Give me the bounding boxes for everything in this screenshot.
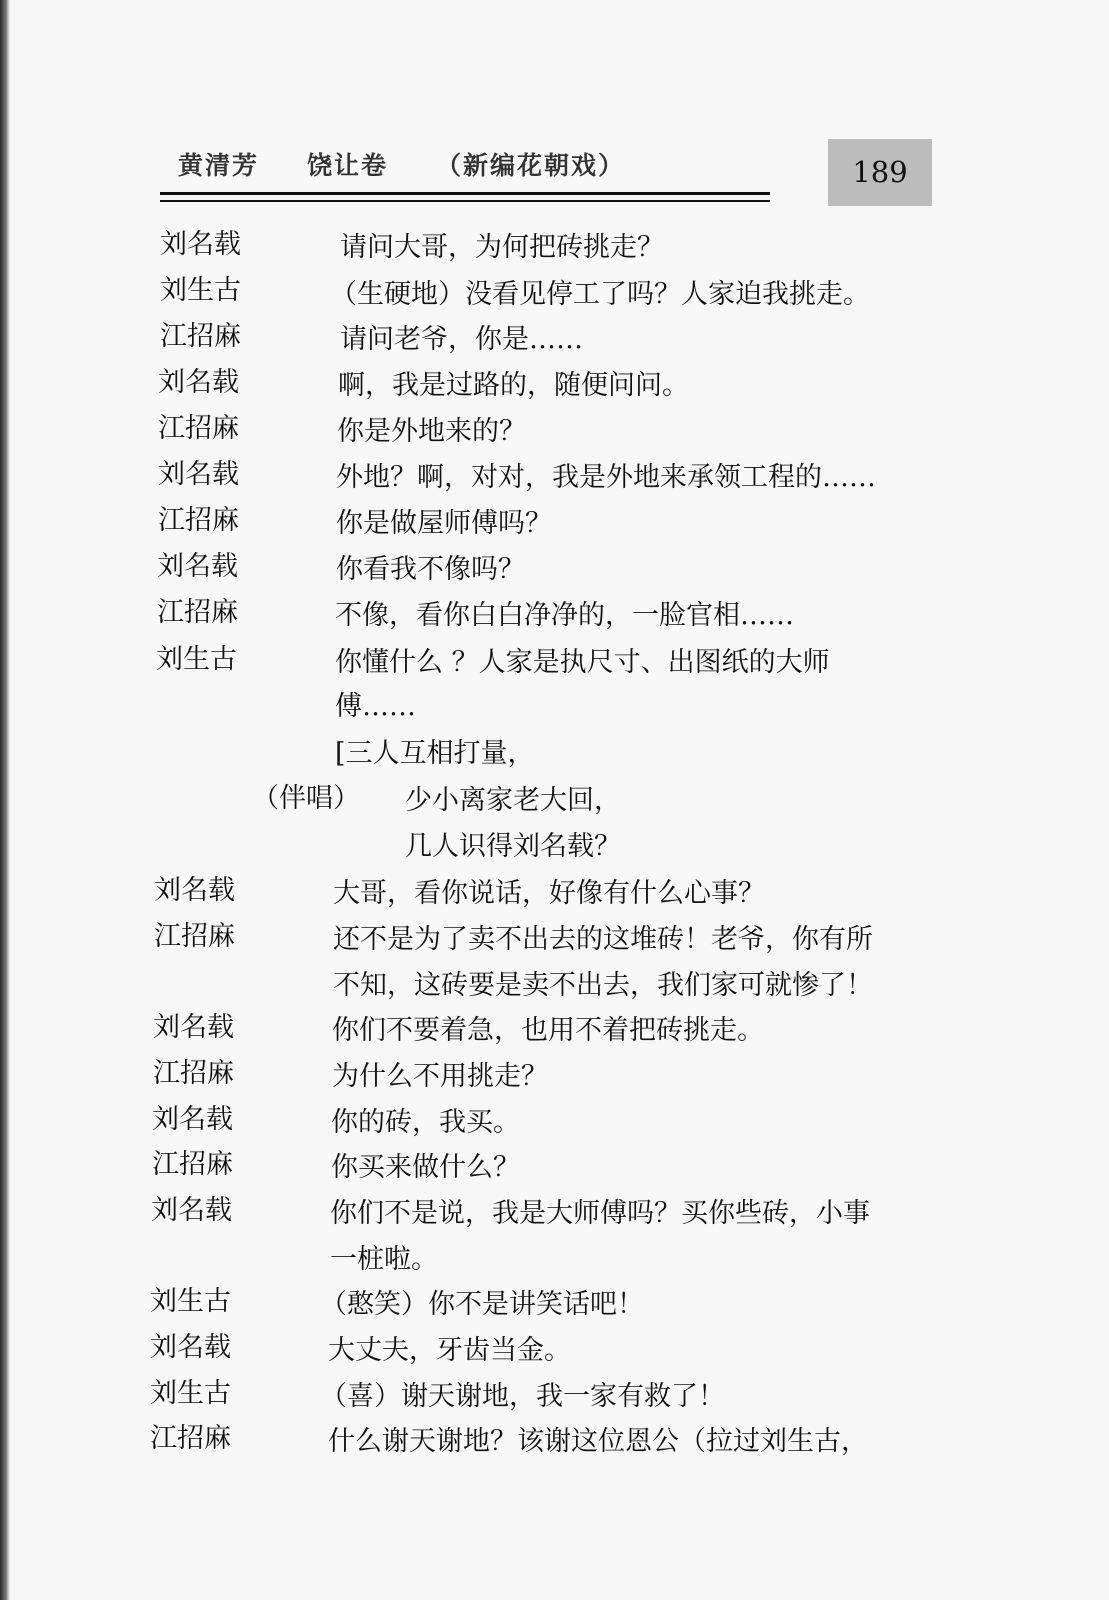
dialogue-text: （憨笑）你不是讲笑话吧！ bbox=[320, 1289, 644, 1320]
dialogue-text: 什么谢天谢地？该谢这位恩公（拉过刘生古， bbox=[328, 1426, 868, 1457]
page-binding-shadow bbox=[0, 0, 10, 1600]
dialogue-text: 你是做屋师傅吗？ bbox=[336, 508, 552, 539]
dialogue-text: （喜）谢天谢地，我一家有救了！ bbox=[320, 1381, 725, 1412]
speaker-name: 江招麻 bbox=[154, 921, 235, 952]
header-rule-thin bbox=[160, 200, 770, 202]
speaker-name: 刘名载 bbox=[160, 229, 241, 260]
dialogue-text: 不像，看你白白净净的，一脸官相…… bbox=[335, 600, 794, 631]
speaker-name: 刘名载 bbox=[158, 459, 239, 490]
page-number: 189 bbox=[828, 139, 932, 206]
speaker-name: 刘名载 bbox=[152, 1104, 233, 1135]
dialogue-text: 请问老爷，你是…… bbox=[340, 324, 583, 355]
dialogue-text: 你懂什么 ？人家是执尺寸、出图纸的大师 bbox=[335, 647, 830, 678]
dialogue-text: 还不是为了卖不出去的这堆砖！老爷，你有所 bbox=[333, 924, 873, 955]
dialogue-text: 你们不要着急，也用不着把砖挑走。 bbox=[332, 1015, 764, 1046]
dialogue-text: 你的砖，我买。 bbox=[331, 1107, 520, 1138]
speaker-name: 刘生古 bbox=[150, 1378, 231, 1409]
dialogue-continuation: 一桩啦。 bbox=[330, 1244, 438, 1275]
dialogue-text: 为什么不用挑走？ bbox=[332, 1061, 548, 1092]
dialogue-text: 你是外地来的？ bbox=[337, 416, 526, 447]
dialogue-text: 大哥，看你说话，好像有什么心事？ bbox=[333, 878, 765, 909]
speaker-name: 刘名载 bbox=[150, 1332, 231, 1363]
dialogue-text: 啊，我是过路的，随便问问。 bbox=[338, 370, 689, 401]
header-volume: 饶让卷 bbox=[307, 151, 389, 180]
speaker-name: 刘名载 bbox=[151, 1195, 232, 1226]
chorus-label: （伴唱） bbox=[252, 783, 360, 814]
dialogue-text: 你们不是说，我是大师傅吗？买你些砖，小事 bbox=[330, 1198, 870, 1229]
running-header bbox=[178, 146, 673, 182]
lyric-line: 几人识得刘名载？ bbox=[405, 831, 621, 862]
speaker-name: 刘名载 bbox=[158, 367, 239, 398]
speaker-name: 刘生古 bbox=[160, 275, 241, 306]
speaker-name: 江招麻 bbox=[152, 1149, 233, 1180]
speaker-name: 刘生古 bbox=[156, 644, 237, 675]
speaker-name: 江招麻 bbox=[158, 413, 239, 444]
header-rule-thick bbox=[160, 192, 770, 195]
dialogue-text: （生硬地）没看见停工了吗？人家迫我挑走。 bbox=[330, 279, 870, 310]
dialogue-text: 你看我不像吗？ bbox=[336, 554, 525, 585]
speaker-name: 刘名载 bbox=[153, 1012, 234, 1043]
dialogue-text: 你买来做什么？ bbox=[331, 1152, 520, 1183]
dialogue-continuation: 傅…… bbox=[335, 691, 416, 722]
speaker-name: 刘名载 bbox=[154, 875, 235, 906]
dialogue-text: 外地？啊，对对，我是外地来承领工程的…… bbox=[336, 462, 876, 493]
speaker-name: 江招麻 bbox=[150, 1423, 231, 1454]
speaker-name: 江招麻 bbox=[153, 1058, 234, 1089]
speaker-name: 江招麻 bbox=[160, 321, 241, 352]
speaker-name: 刘名载 bbox=[157, 551, 238, 582]
stage-direction: [三人互相打量， bbox=[335, 738, 535, 769]
speaker-name: 江招麻 bbox=[158, 505, 239, 536]
dialogue-text: 大丈夫，牙齿当金。 bbox=[328, 1335, 571, 1366]
speaker-name: 刘生古 bbox=[150, 1286, 231, 1317]
header-author: 黄清芳 bbox=[178, 151, 260, 180]
lyric-line: 少小离家老大回， bbox=[405, 785, 621, 816]
speaker-name: 江招麻 bbox=[157, 597, 238, 628]
dialogue-continuation: 不知，这砖要是卖不出去，我们家可就惨了！ bbox=[333, 970, 873, 1001]
header-genre: （新编花朝戏） bbox=[436, 151, 626, 180]
dialogue-text: 请问大哥，为何把砖挑走？ bbox=[340, 232, 664, 263]
